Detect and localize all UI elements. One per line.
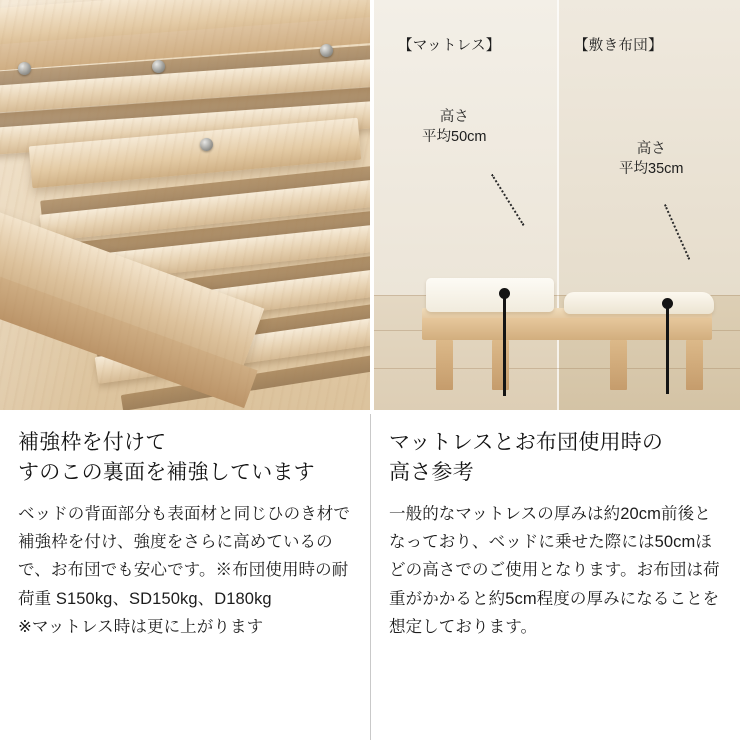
text-row	[0, 410, 740, 740]
wooden-slat-bed-frame-photo	[0, 0, 370, 410]
right-body-text: 一般的なマットレスの厚みは約20cm前後となっており、ベッドに乗せた際には50cmほどの高さでのご使用となります。お布団は荷重がかかると約5cm程度の厚みになることを想定しております。	[389, 504, 720, 637]
futon-scene-label: 【敷き布団】	[574, 38, 663, 54]
left-body-text: ベッドの背面部分も表面材と同じひのき材で補強枠を付け、強度をさらに高めているので、お布団でも安心です。※布団使用時の耐荷重 S150kg、SD150kg、D180kg ※マットレス時は更に上がります	[18, 504, 350, 637]
bed-height-comparison-photo	[370, 0, 740, 410]
futon	[564, 292, 714, 314]
mattress-scene-label: 【マットレス】	[398, 38, 501, 54]
mattress	[426, 278, 554, 312]
measure-dot	[662, 298, 673, 309]
left-headline: 補強枠を付けて すのこの裏面を補強しています	[18, 431, 315, 484]
bed-leg	[436, 340, 453, 390]
bed-leg	[492, 340, 509, 390]
left-text-column	[0, 414, 370, 740]
bed-frame-rail	[422, 318, 712, 340]
height-measure-line-futon	[666, 302, 669, 394]
right-headline: マットレスとお布団使用時の 高さ参考	[389, 431, 664, 484]
mattress-scene-background	[374, 0, 557, 410]
bed-leg	[686, 340, 703, 390]
height-measure-line-mattress	[503, 292, 506, 396]
scene-divider	[557, 0, 559, 410]
futon-height-callout: 高さ 平均35cm	[619, 141, 684, 177]
wood-grain-overlay	[0, 0, 370, 410]
right-text-column	[370, 414, 740, 740]
bed-leg	[610, 340, 627, 390]
mattress-height-callout: 高さ 平均50cm	[422, 109, 487, 145]
futon-scene-background	[557, 0, 740, 410]
measure-dot	[499, 288, 510, 299]
